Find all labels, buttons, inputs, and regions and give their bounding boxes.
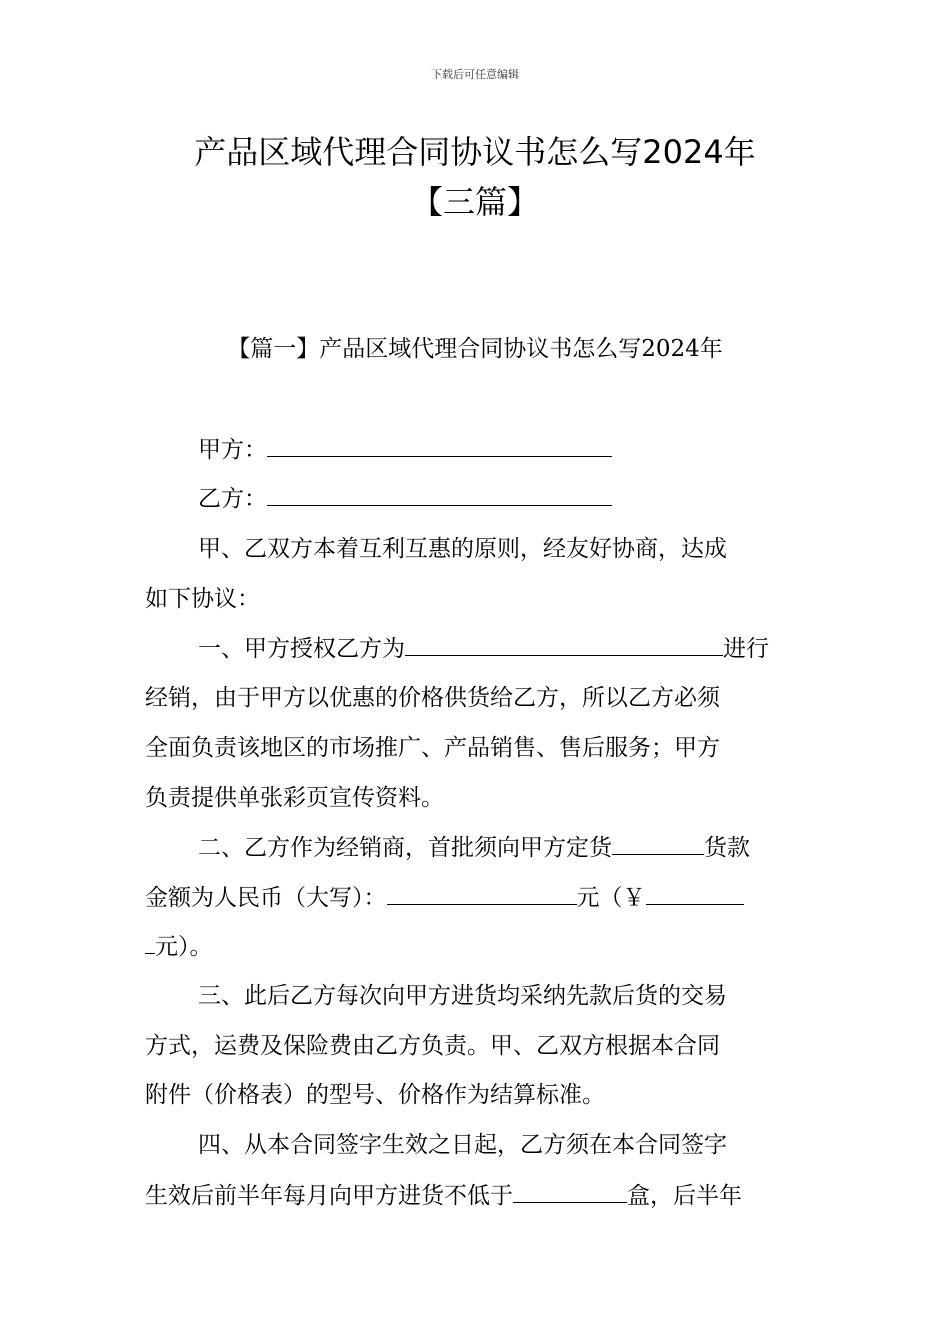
clause-1-text-a: 一、甲方授权乙方为 — [198, 636, 405, 662]
clause-2-text-b: 货款 — [704, 835, 750, 861]
clause-1-line-1 — [198, 631, 769, 666]
clause-2-line-1 — [198, 830, 750, 865]
clause-2-text-e: 元）。 — [155, 934, 213, 960]
clause-2-amount-blank — [387, 880, 577, 905]
clause-4-qty-blank — [513, 1178, 627, 1203]
clause-4-text-a: 生效后前半年每月向甲方进货不低于 — [145, 1183, 513, 1209]
party-a-label: 甲方： — [198, 437, 267, 463]
clause-2-text-d: 元（￥ — [576, 885, 646, 911]
clause-1-line-2: 经销，由于甲方以优惠的价格供货给乙方，所以乙方必须 — [145, 685, 720, 711]
party-b-line — [198, 481, 612, 516]
clause-1-line-4: 负责提供单张彩页宣传资料。 — [145, 785, 444, 811]
clause-3-line-1: 三、此后乙方每次向甲方进货均采纳先款后货的交易 — [198, 983, 727, 1009]
clause-2-line-2 — [145, 880, 744, 915]
clause-4-text-b: 盒，后半年 — [627, 1183, 742, 1209]
clause-2-yen-blank-tail — [145, 929, 155, 954]
clause-2-yen-blank — [646, 880, 744, 905]
party-b-blank — [267, 481, 612, 506]
clause-3-line-2: 方式，运费及保险费由乙方负责。甲、乙双方根据本合同 — [145, 1033, 720, 1059]
intro-line-2: 如下协议： — [145, 586, 260, 612]
party-a-blank — [267, 432, 612, 457]
clause-4-line-1: 四、从本合同签字生效之日起，乙方须在本合同签字 — [198, 1132, 727, 1158]
clause-1-blank — [405, 631, 723, 656]
document-title-line-1: 产品区域代理合同协议书怎么写2024年 — [194, 133, 756, 171]
header-note: 下载后可任意编辑 — [431, 68, 519, 81]
clause-2-line-3 — [145, 929, 213, 964]
clause-2-qty-blank — [612, 830, 704, 855]
clause-2-text-c: 金额为人民币（大写）： — [145, 885, 387, 911]
party-b-label: 乙方： — [198, 486, 267, 512]
clause-1-text-b: 进行 — [723, 636, 769, 662]
clause-1-line-3: 全面负责该地区的市场推广、产品销售、售后服务；甲方 — [145, 735, 720, 761]
intro-line-1: 甲、乙双方本着互利互惠的原则，经友好协商，达成 — [198, 536, 727, 562]
document-title-line-2: 【三篇】 — [410, 183, 539, 221]
section-heading: 【篇一】产品区域代理合同协议书怎么写2024年 — [227, 336, 723, 362]
party-a-line — [198, 432, 612, 467]
clause-3-line-3: 附件（价格表）的型号、价格作为结算标准。 — [145, 1082, 605, 1108]
clause-4-line-2 — [145, 1178, 742, 1213]
clause-2-text-a: 二、乙方作为经销商，首批须向甲方定货 — [198, 835, 612, 861]
